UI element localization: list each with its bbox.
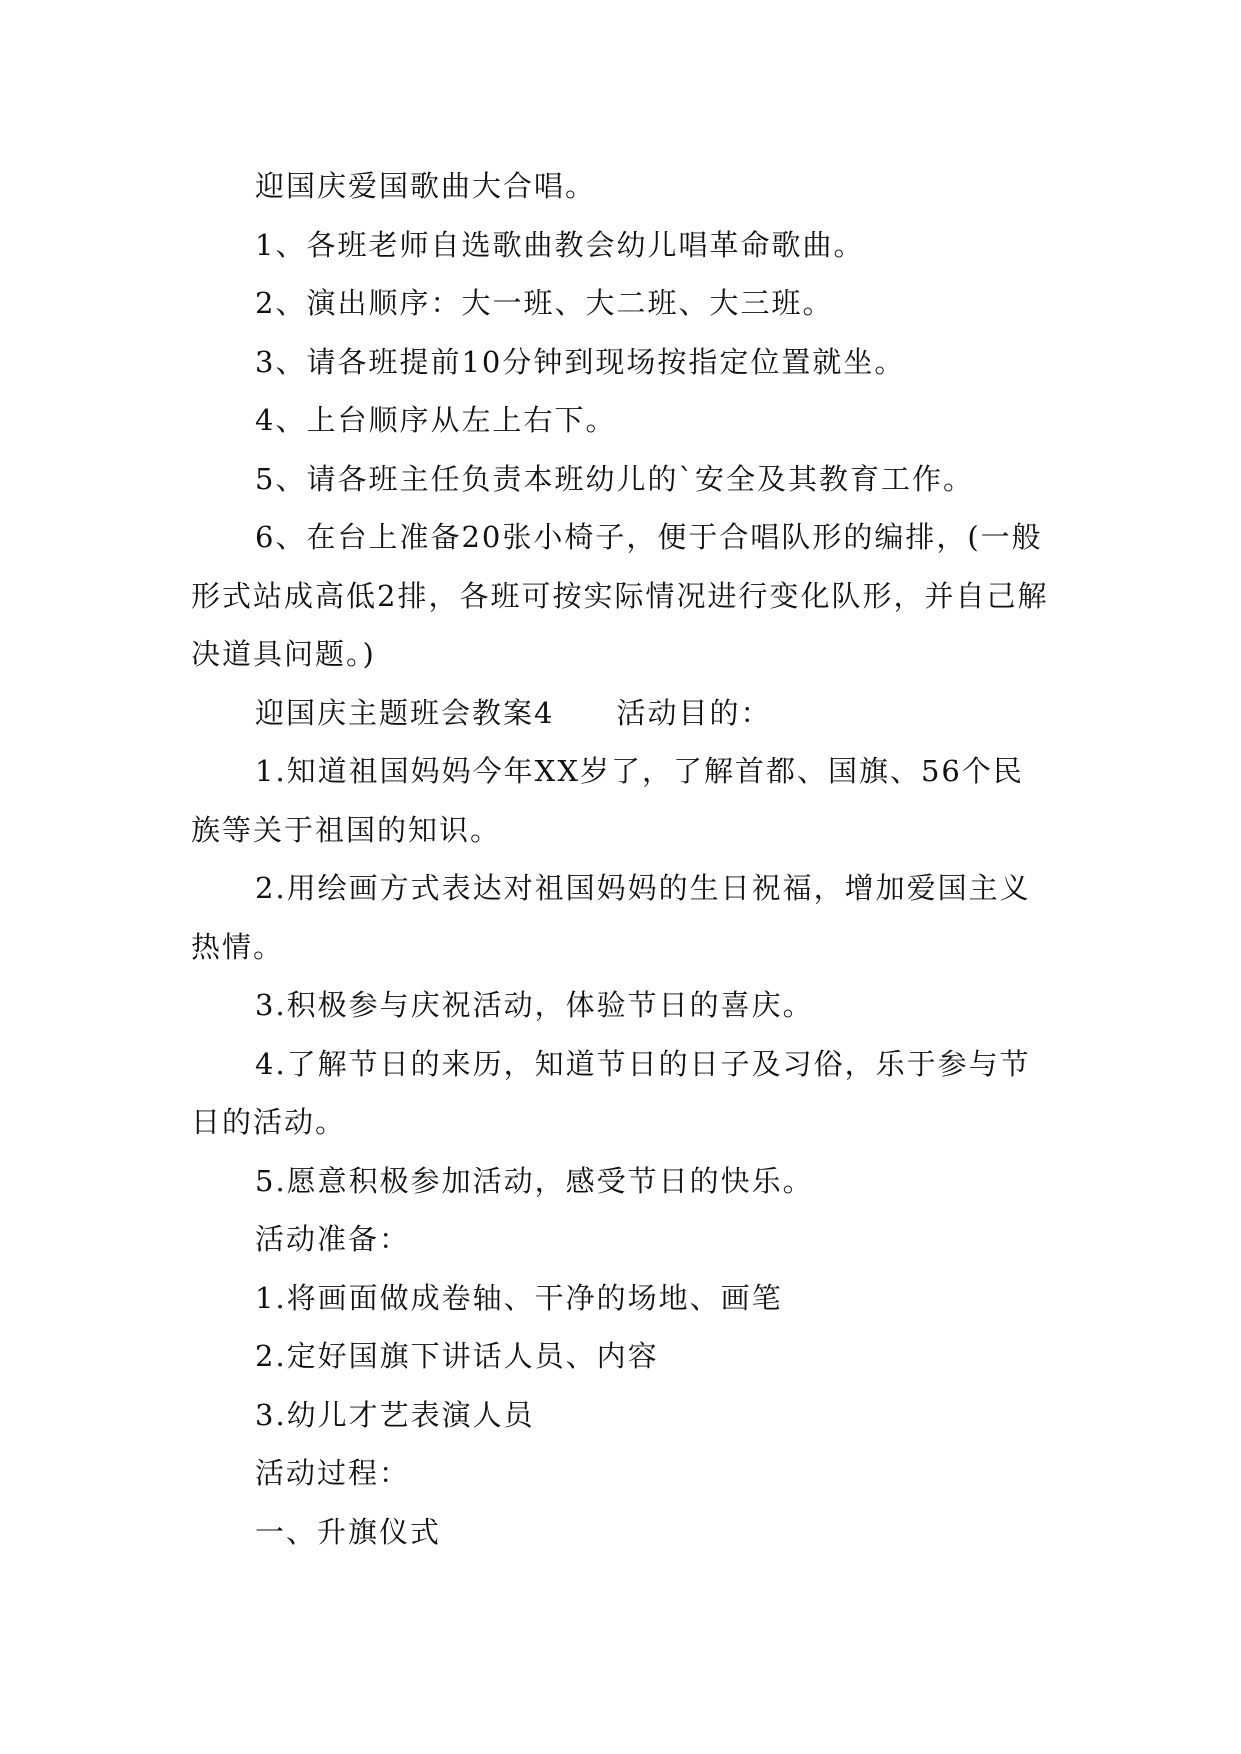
paragraph-item-2: 2、演出顺序：大一班、大二班、大三班。 [255, 286, 834, 320]
paragraph-goal-4: 4.了解节日的来历，知道节日的日子及习俗，乐于参与节日的活动。 [191, 1046, 1031, 1139]
paragraph-process-heading: 活动过程： [255, 1456, 411, 1490]
paragraph-item-6: 6、在台上准备20张小椅子，便于合唱队形的编排，(一般形式站成高低2排，各班可按实际情况进行变化队形，并自己解决道具问题。) [191, 520, 1049, 671]
paragraph-item-3: 3、请各班提前10分钟到现场按指定位置就坐。 [255, 344, 906, 379]
paragraph-goal-2: 2.用绘画方式表达对祖国妈妈的生日祝福，增加爱国主义热情。 [191, 871, 1031, 964]
paragraph-preparation-1: 1.将画面做成卷轴、干净的场地、画笔 [255, 1280, 783, 1315]
paragraph-preparation-2: 2.定好国旗下讲话人员、内容 [255, 1339, 659, 1373]
paragraph-preparation-3: 3.幼儿才艺表演人员 [255, 1397, 535, 1432]
paragraph-goal-3: 3.积极参与庆祝活动，体验节日的喜庆。 [255, 988, 814, 1022]
paragraph-item-1: 1、各班老师自选歌曲教会幼儿唱革命歌曲。 [255, 227, 865, 262]
paragraph-preparation-heading: 活动准备： [255, 1222, 411, 1256]
paragraph-process-step-1: 一、升旗仪式 [255, 1514, 442, 1549]
document-body [191, 157, 1051, 1561]
paragraph-goal-5: 5.愿意积极参加活动，感受节日的快乐。 [255, 1163, 814, 1198]
paragraph-item-4: 4、上台顺序从左上右下。 [255, 403, 617, 437]
paragraph-goal-1: 1.知道祖国妈妈今年XX岁了，了解首都、国旗、56个民族等关于祖国的知识。 [191, 754, 1024, 847]
paragraph-item-5: 5、请各班主任负责本班幼儿的`安全及其教育工作。 [255, 461, 974, 496]
paragraph-lesson-plan-heading: 迎国庆主题班会教案4 活动目的： [255, 695, 772, 730]
paragraph-choir-title: 迎国庆爱国歌曲大合唱。 [255, 169, 597, 203]
